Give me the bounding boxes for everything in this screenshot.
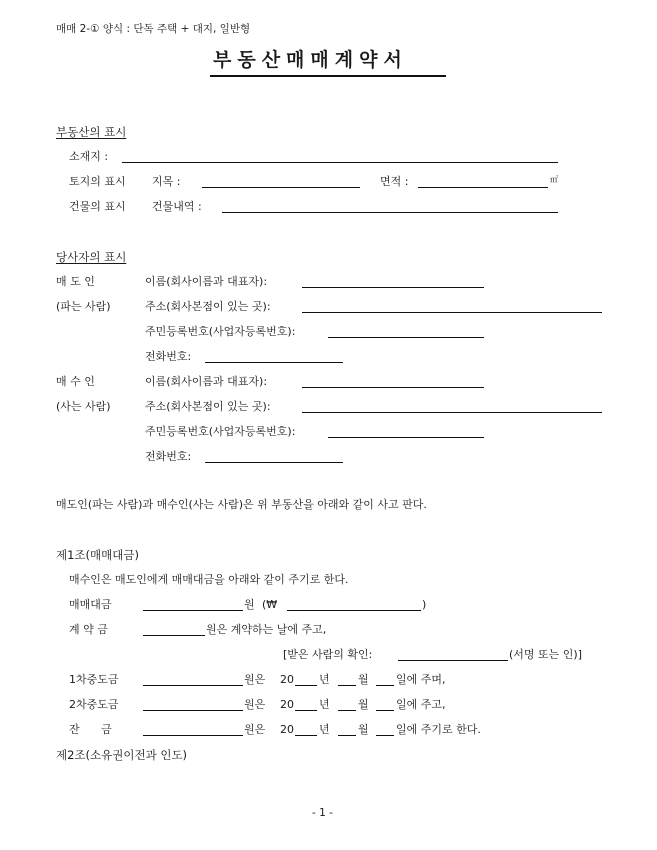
seller-name-label: 이름(회사이름과 대표자): (145, 275, 268, 288)
buyer-name-field[interactable] (302, 387, 484, 388)
interim2-year-prefix: 20 (280, 698, 294, 711)
interim2-year: 년 (319, 698, 330, 711)
interim2-year-field[interactable] (295, 710, 317, 711)
article1-intro: 매수인은 매도인에게 매매대금을 아래와 같이 주기로 한다. (69, 573, 349, 586)
balance-month-field[interactable] (338, 735, 356, 736)
interim1-amount-field[interactable] (143, 685, 243, 686)
deposit-label: 계 약 금 (69, 623, 108, 636)
deposit-text: 원은 계약하는 날에 주고, (206, 623, 327, 636)
building-detail-label: 건물내역 : (152, 200, 202, 213)
agreement-sentence: 매도인(파는 사람)과 매수인(사는 사람)은 위 부동산을 아래와 같이 사고 판다. (56, 498, 427, 511)
interim1-won: 원은 (244, 673, 266, 686)
interim1-year-field[interactable] (295, 685, 317, 686)
seller-id-field[interactable] (328, 337, 484, 338)
interim1-label: 1차중도금 (69, 673, 119, 686)
parties-heading: 당사자의 표시 (56, 250, 127, 264)
interim2-month: 월 (358, 698, 369, 711)
interim1-day-field[interactable] (376, 685, 394, 686)
buyer-sub-label: (사는 사람) (56, 400, 111, 413)
page-title: 부동산매매계약서 (213, 49, 408, 71)
price-label: 매매대금 (69, 598, 112, 611)
article2-heading: 제2조(소유권이전과 인도) (56, 748, 188, 762)
building-label: 건물의 표시 (69, 200, 126, 213)
interim1-day: 일에 주며, (396, 673, 446, 686)
buyer-phone-field[interactable] (205, 462, 343, 463)
seller-phone-label: 전화번호: (145, 350, 192, 363)
area-label: 면적 : (380, 175, 409, 188)
buyer-label: 매 수 인 (56, 375, 95, 388)
balance-year: 년 (319, 723, 330, 736)
area-unit: ㎡ (550, 175, 558, 184)
price-paren-close: ) (422, 598, 427, 611)
buyer-id-label: 주민등록번호(사업자등록번호): (145, 425, 296, 438)
balance-month: 월 (358, 723, 369, 736)
balance-year-field[interactable] (295, 735, 317, 736)
buyer-phone-label: 전화번호: (145, 450, 192, 463)
interim2-month-field[interactable] (338, 710, 356, 711)
interim2-label: 2차중도금 (69, 698, 119, 711)
interim1-year: 년 (319, 673, 330, 686)
interim2-day-field[interactable] (376, 710, 394, 711)
interim2-amount-field[interactable] (143, 710, 243, 711)
title-underline (210, 75, 446, 77)
land-category-field[interactable] (202, 187, 360, 188)
interim1-month: 월 (358, 673, 369, 686)
interim1-year-prefix: 20 (280, 673, 294, 686)
seller-label: 매 도 인 (56, 275, 95, 288)
balance-label: 잔 금 (69, 723, 112, 736)
seller-name-field[interactable] (302, 287, 484, 288)
price-won: 원 (244, 598, 255, 611)
price-numeric-field[interactable] (287, 610, 421, 611)
location-field[interactable] (122, 162, 558, 163)
interim1-month-field[interactable] (338, 685, 356, 686)
buyer-address-label: 주소(회사본점이 있는 곳): (145, 400, 271, 413)
seller-address-field[interactable] (302, 312, 602, 313)
deposit-field[interactable] (143, 635, 205, 636)
building-detail-field[interactable] (222, 212, 558, 213)
page-number: - 1 - (312, 807, 333, 819)
balance-day-field[interactable] (376, 735, 394, 736)
price-field[interactable] (143, 610, 243, 611)
buyer-name-label: 이름(회사이름과 대표자): (145, 375, 268, 388)
seller-phone-field[interactable] (205, 362, 343, 363)
seller-id-label: 주민등록번호(사업자등록번호): (145, 325, 296, 338)
price-won-symbol: (₩ (262, 598, 278, 611)
area-field[interactable] (418, 187, 548, 188)
receipt-close: (서명 또는 인)] (509, 648, 582, 661)
balance-won: 원은 (244, 723, 266, 736)
buyer-id-field[interactable] (328, 437, 484, 438)
balance-day: 일에 주기로 한다. (396, 723, 481, 736)
seller-sub-label: (파는 사람) (56, 300, 111, 313)
balance-amount-field[interactable] (143, 735, 243, 736)
location-label: 소재지 : (69, 150, 109, 163)
receipt-open: [받은 사람의 확인: (283, 648, 373, 661)
interim2-won: 원은 (244, 698, 266, 711)
balance-year-prefix: 20 (280, 723, 294, 736)
land-label: 토지의 표시 (69, 175, 126, 188)
property-heading: 부동산의 표시 (56, 125, 127, 139)
form-label: 매매 2-① 양식 : 단독 주택 + 대지, 일반형 (56, 23, 251, 35)
seller-address-label: 주소(회사본점이 있는 곳): (145, 300, 271, 313)
receipt-signature-field[interactable] (398, 660, 508, 661)
land-category-label: 지목 : (152, 175, 181, 188)
interim2-day: 일에 주고, (396, 698, 446, 711)
article1-heading: 제1조(매매대금) (56, 548, 139, 562)
buyer-address-field[interactable] (302, 412, 602, 413)
